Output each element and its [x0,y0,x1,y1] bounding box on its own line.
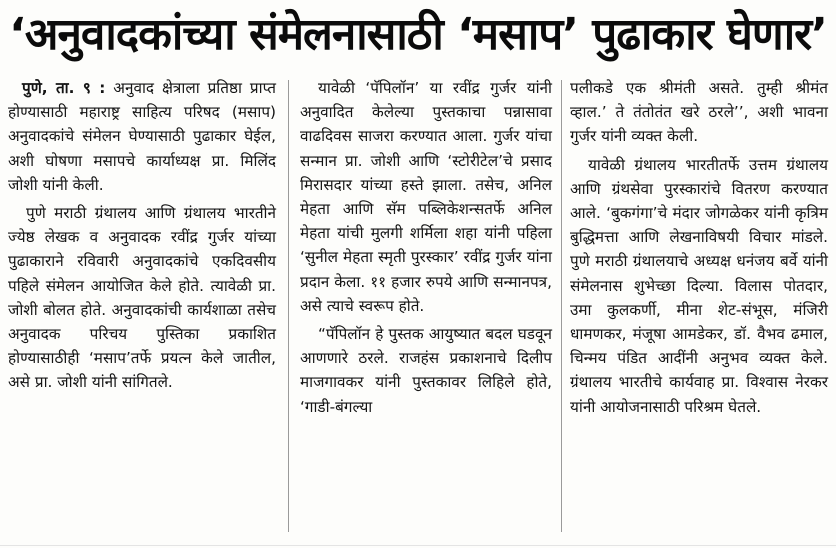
article-paragraph: पुणे मराठी ग्रंथालय आणि ग्रंथालय भारतीने ज्येष्ठ लेखक व अनुवादक रवींद्र गुर्जर यांच्या पुढाकाराने रविवारी अनुवादकांचे एकदिवसीय पहिले संमेलन आयोजित केले होते. त्यावेळी प्रा. जोशी बोलत होते. अनुवादकांची कार्यशाळा तसेच अनुवादक परिचय पुस्तिका प्रकाशित होण्यासाठीही ‘मसाप’तर्फे प्रयत्न केले जातील, असे प्रा. जोशी यांनी सांगितले. [8,204,276,392]
article-column-1 [8,76,276,399]
article-paragraph: पलीकडे एक श्रीमंती असते. तुम्ही श्रीमंत व्हाल.’ ते तंतोतंत खरे ठरले’’, अशी भावना गुर्जर यांनी व्यक्त केली. [570,79,828,146]
article-headline: ‘अनुवादकांच्या संमेलनासाठी ‘मसाप’ पुढाकार घेणार’ [9,9,827,60]
column-divider [288,80,289,532]
dateline: पुणे, ता. ९ : [22,79,106,97]
article-column-3 [570,76,828,423]
column-divider [561,80,562,532]
article-body [0,76,836,546]
paragraph-text: अनुवाद क्षेत्राला प्रतिष्ठा प्राप्त होण्यासाठी महाराष्ट्र साहित्य परिषद (मसाप) अनुवादकांचे संमेलन घेण्यासाठी पुढाकार घेईल, अशी घोषणा मसापचे कार्याध्यक्ष प्रा. मिलिंद जोशी यांनी केली. [8,79,276,194]
article-paragraph: यावेळी ‘पॅपिलॉन’ या रवींद्र गुर्जर यांनी अनुवादित केलेल्या पुस्तकाचा पन्नासावा वाढदिवस साजरा करण्यात आला. गुर्जर यांचा सन्मान प्रा. जोशी आणि ‘स्टोरीटेल’चे प्रसाद मिरासदार यांच्या हस्ते झाला. तसेच, अनिल मेहता आणि सॅम पब्लिकेशन्सतर्फे अनिल मेहता यांची मुलगी शर्मिला शहा यांनी पहिला ‘सुनील मेहता स्मृती पुरस्कार’ रवींद्र गुर्जर यांना प्रदान केला. ११ हजार रुपये आणि सन्मानपत्र, असे त्याचे स्वरूप होते. [300,79,552,315]
article-column-2 [300,76,552,423]
clipping-edge [0,545,836,546]
article-paragraph: यावेळी ग्रंथालय भारतीतर्फे उत्तम ग्रंथालय आणि ग्रंथसेवा पुरस्कारांचे वितरण करण्यात आले. ‘बुकगंगा’चे मंदार जोगळेकर यांनी कृत्रिम बुद्धिमत्ता आणि लेखनाविषयी विचार मांडले. पुणे मराठी ग्रंथालयाचे अध्यक्ष धनंजय बर्वे यांनी संमेलनास शुभेच्छा दिल्या. विलास पोतदार, उमा कुलकर्णी, मीना शेट-संभूस, मंजिरी धामणकर, मंजूषा आमडेकर, डॉ. वैभव ढमाल, चिन्मय पंडित आदींनी अनुभव व्यक्त केले. ग्रंथालय भारतीचे कार्यवाह प्रा. विश्वास नेरकर यांनी आयोजनासाठी परिश्रम घेतले. [570,155,828,416]
article-paragraph: “पॅपिलॉन हे पुस्तक आयुष्यात बदल घडवून आणणारे ठरले. राजहंस प्रकाशनाचे दिलीप माजगावकर यांनी पुस्तकावर लिहिले होते, ‘गाडी-बंगल्या [300,325,552,416]
article-paragraph [8,76,276,197]
